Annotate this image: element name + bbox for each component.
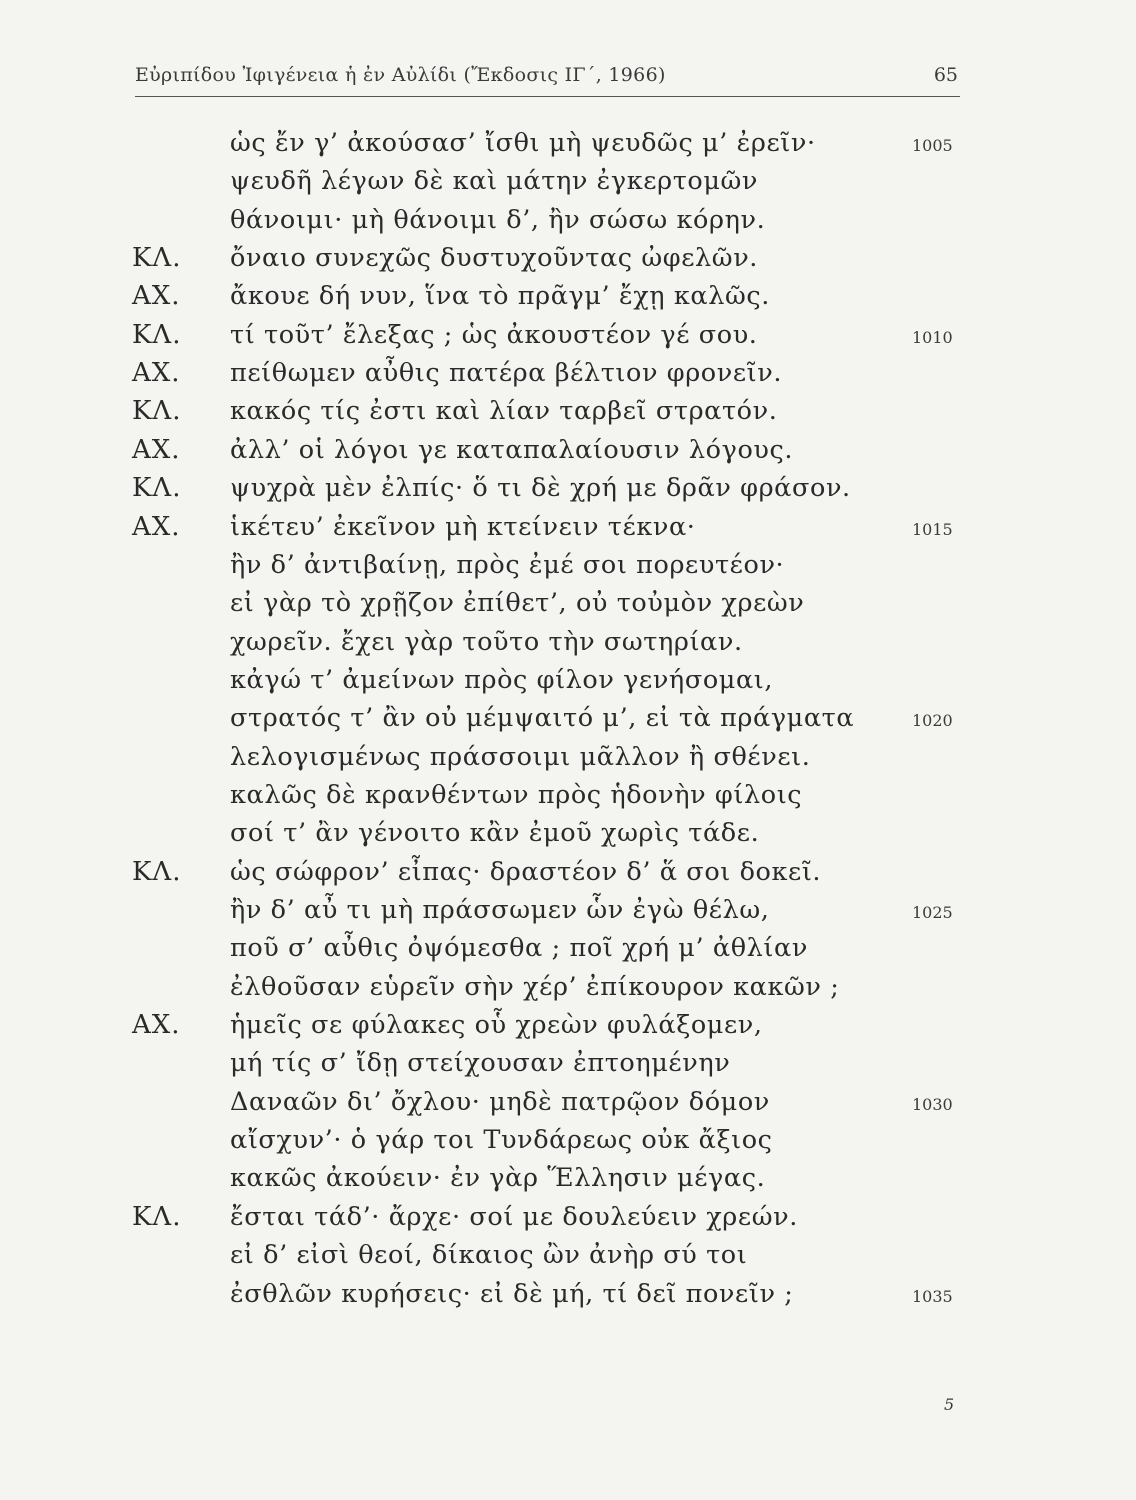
verse-line bbox=[0, 972, 1136, 1012]
verse-text-line: χωρεῖν. ἔχει γὰρ τοῦτο τὴν σωτηρίαν. bbox=[230, 626, 743, 657]
verse-line bbox=[0, 1048, 1136, 1088]
verse-line bbox=[0, 703, 1136, 743]
verse-text-line: ὡς ἔν γ’ ἀκούσασ’ ἴσθι μὴ ψευδῶς μ’ ἐρεῖν· bbox=[230, 128, 816, 158]
speaker-label: ΚΛ. bbox=[132, 396, 182, 427]
speaker-label: ΚΛ. bbox=[132, 1201, 182, 1232]
verse-line bbox=[0, 550, 1136, 590]
verse-text-line: ὄναιο συνεχῶς δυστυχοῦντας ὠφελῶν. bbox=[230, 243, 758, 274]
running-title: Εὐριπίδου Ἰφιγένεια ἡ ἐν Αὐλίδι (Ἔκδοσις ΙΓ΄, 1966) bbox=[135, 64, 666, 86]
verse-text-line: ἢν δ’ αὖ τι μὴ πράσσωμεν ὧν ἐγὼ θέλω, bbox=[230, 895, 770, 925]
verse-line bbox=[0, 128, 1136, 168]
verse-text-line: καλῶς δὲ κρανθέντων πρὸς ἡδονὴν φίλοις bbox=[230, 779, 803, 810]
verse-line bbox=[0, 1010, 1136, 1050]
verse-text-line: εἰ δ’ εἰσὶ θεοί, δίκαιος ὢν ἀνὴρ σύ τοι bbox=[230, 1240, 748, 1271]
verse-text-line: αἴσχυν’· ὁ γάρ τοι Τυνδάρεως οὐκ ἄξιος bbox=[230, 1125, 773, 1156]
verse-text-line: ψευδῆ λέγων δὲ καὶ μάτην ἐγκερτομῶν bbox=[230, 166, 759, 197]
verse-line bbox=[0, 512, 1136, 552]
verse-text-line: Δαναῶν δι’ ὄχλου· μηδὲ πατρῷον δόμον bbox=[230, 1086, 770, 1117]
speaker-label: ΑΧ. bbox=[132, 358, 181, 389]
verse-line bbox=[0, 166, 1136, 206]
verse-text-line: πείθωμεν αὖθις πατέρα βέλτιον φρονεῖν. bbox=[230, 358, 783, 389]
verse-line bbox=[0, 588, 1136, 628]
verse-line bbox=[0, 780, 1136, 820]
verse-line bbox=[0, 1163, 1136, 1203]
verse-line bbox=[0, 1125, 1136, 1165]
verse-line bbox=[0, 281, 1136, 321]
verse-line bbox=[0, 742, 1136, 782]
line-number: 1030 bbox=[912, 1094, 953, 1114]
verse-text-line: κακῶς ἀκούειν· ἐν γὰρ Ἕλλησιν μέγας. bbox=[230, 1163, 766, 1194]
verse-line bbox=[0, 243, 1136, 283]
verse-line bbox=[0, 320, 1136, 360]
verse-line bbox=[0, 1240, 1136, 1280]
page-number: 65 bbox=[933, 64, 958, 86]
verse-line bbox=[0, 933, 1136, 973]
verse-line bbox=[0, 205, 1136, 245]
speaker-label: ΚΛ. bbox=[132, 243, 182, 274]
verse-line bbox=[0, 665, 1136, 705]
verse-text-line: μή τίς σ’ ἴδῃ στείχουσαν ἐπτοημένην bbox=[230, 1048, 731, 1079]
verse-line bbox=[0, 1087, 1136, 1127]
speaker-label: ΚΛ. bbox=[132, 319, 182, 350]
speaker-label: ΚΛ. bbox=[132, 473, 182, 504]
verse-line bbox=[0, 627, 1136, 667]
speaker-label: ΑΧ. bbox=[132, 511, 181, 542]
line-number: 1010 bbox=[912, 327, 953, 347]
verse-line bbox=[0, 396, 1136, 436]
verse-text-line: ἄκουε δή νυν, ἵνα τὸ πρᾶγμ’ ἔχῃ καλῶς. bbox=[230, 281, 770, 312]
running-header bbox=[135, 62, 960, 97]
verse-text-line: κἀγώ τ’ ἀμείνων πρὸς φίλον γενήσομαι, bbox=[230, 664, 774, 695]
verse-line bbox=[0, 1279, 1136, 1319]
verse-line bbox=[0, 358, 1136, 398]
verse-text-line: ἐσθλῶν κυρήσεις· εἰ δὲ μή, τί δεῖ πονεῖν ; bbox=[230, 1278, 794, 1309]
verse-text-line: λελογισμένως πράσσοιμι μᾶλλον ἢ σθένει. bbox=[230, 741, 811, 772]
speaker-label: ΑΧ. bbox=[132, 281, 181, 312]
verse-text-line: στρατός τ’ ἂν οὐ μέμψαιτό μ’, εἰ τὰ πράγματα bbox=[230, 703, 855, 734]
verse-text-line: ὡς σώφρον’ εἶπας· δραστέον δ’ ἅ σοι δοκεῖ. bbox=[230, 856, 822, 887]
line-number: 1005 bbox=[912, 136, 953, 155]
verse-line bbox=[0, 473, 1136, 513]
verse-line bbox=[0, 1202, 1136, 1242]
verse-text-line: ἡμεῖς σε φύλακες οὗ χρεὼν φυλάξομεν, bbox=[230, 1010, 763, 1041]
speaker-label: ΑΧ. bbox=[132, 434, 181, 465]
line-number: 1035 bbox=[912, 1286, 953, 1306]
verse-text-line: ἢν δ’ ἀντιβαίνῃ, πρὸς ἐμέ σοι πορευτέον· bbox=[230, 549, 785, 580]
verse-line bbox=[0, 818, 1136, 858]
verse-text-line: ἱκέτευ’ ἐκεῖνον μὴ κτείνειν τέκνα· bbox=[230, 511, 696, 542]
speaker-label: ΚΛ. bbox=[132, 856, 182, 887]
verse-line bbox=[0, 435, 1136, 475]
verse-text-line: εἰ γὰρ τὸ χρῇζον ἐπίθετ’, οὐ τοὐμὸν χρεὼν bbox=[230, 588, 805, 619]
line-number: 1020 bbox=[912, 711, 953, 731]
verse-text-line: ἔσται τάδ’· ἄρχε· σοί με δουλεύειν χρεών. bbox=[230, 1201, 798, 1232]
verse-text-line: ψυχρὰ μὲν ἐλπίς· ὅ τι δὲ χρή με δρᾶν φράσον. bbox=[230, 473, 851, 504]
verse-text-line: τί τοῦτ’ ἔλεξας ; ὡς ἀκουστέον γέ σου. bbox=[230, 319, 758, 350]
line-number: 1025 bbox=[912, 903, 953, 922]
verse-text-line: κακός τίς ἐστι καὶ λίαν ταρβεῖ στρατόν. bbox=[230, 396, 778, 427]
speaker-label: ΑΧ. bbox=[132, 1010, 181, 1041]
line-number: 1015 bbox=[912, 519, 953, 539]
verse-text-line: ποῦ σ’ αὖθις ὀψόμεσθα ; ποῖ χρή μ’ ἀθλίαν bbox=[230, 933, 808, 964]
verse-text-line: θάνοιμι· μὴ θάνοιμι δ’, ἢν σώσω κόρην. bbox=[230, 204, 766, 235]
verse-text-line: ἐλθοῦσαν εὑρεῖν σὴν χέρ’ ἐπίκουρον κακῶν ; bbox=[230, 971, 840, 1002]
verse-line bbox=[0, 895, 1136, 935]
verse-line bbox=[0, 857, 1136, 897]
verse-text-line: ἀλλ’ οἱ λόγοι γε καταπαλαίουσιν λόγους. bbox=[230, 434, 794, 465]
signature-mark: 5 bbox=[944, 1395, 955, 1414]
verse-text-line: σοί τ’ ἂν γένοιτο κἂν ἐμοῦ χωρὶς τάδε. bbox=[230, 818, 760, 849]
